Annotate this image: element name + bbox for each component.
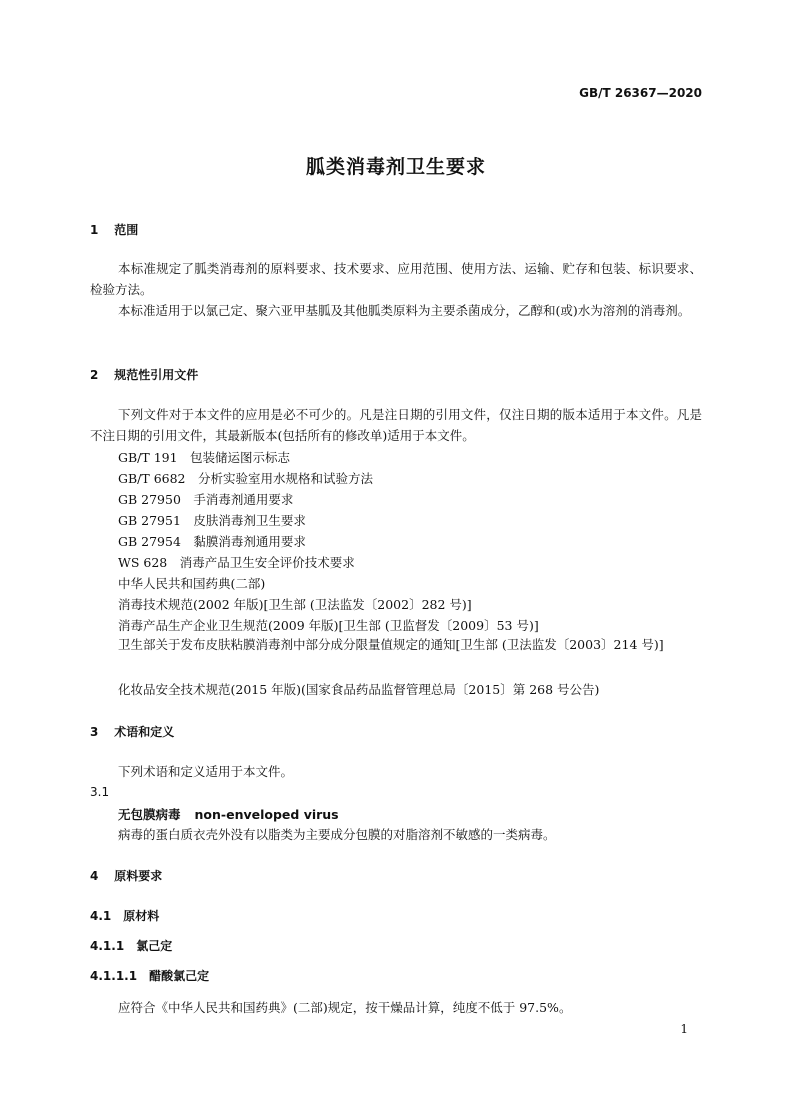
- subsection-number: 4.1.1.1: [90, 969, 138, 983]
- reference-item: GB 27951 皮肤消毒剂卫生要求: [118, 513, 306, 528]
- section-3-heading: [90, 723, 174, 740]
- reference-item: GB 27950 手消毒剂通用要求: [118, 492, 294, 507]
- term-english: non-enveloped virus: [194, 807, 339, 822]
- subsection-title: 原材料: [123, 909, 160, 923]
- standard-number: GB/T 26367—2020: [579, 86, 702, 100]
- reference-item: GB/T 6682 分析实验室用水规格和试验方法: [118, 471, 374, 486]
- subsection-number: 4.1.1: [90, 939, 125, 953]
- terms-intro: 下列术语和定义适用于本文件。: [118, 764, 294, 779]
- references-intro: 下列文件对于本文件的应用是必不可少的。凡是注日期的引用文件，仅注日期的版本适用于本文件。凡是不注日期的引用文件，其最新版本(包括所有的修改单)适用于本文件。: [90, 407, 702, 443]
- reference-item: 卫生部关于发布皮肤粘膜消毒剂中部分成分限量值规定的通知[卫生部 (卫法监发〔2003〕214 号)]: [118, 637, 664, 652]
- subsection-4-1-heading: [90, 907, 159, 924]
- reference-item: GB 27954 黏膜消毒剂通用要求: [118, 534, 306, 549]
- section-title: 原料要求: [114, 869, 163, 883]
- section-title: 规范性引用文件: [114, 368, 199, 382]
- section-title: 范围: [114, 223, 139, 237]
- section-number: 4: [90, 869, 99, 883]
- section-title: 术语和定义: [114, 725, 175, 739]
- scope-paragraph-2: 本标准适用于以氯己定、聚六亚甲基胍及其他胍类原料为主要杀菌成分，乙醇和(或)水为溶剂的消毒剂。: [118, 303, 691, 318]
- raw-material-requirement: 应符合《中华人民共和国药典》(二部)规定，按干燥品计算，纯度不低于 97.5%。: [118, 1000, 572, 1015]
- section-2-heading: [90, 366, 198, 383]
- reference-item: GB/T 191 包装储运图示标志: [118, 450, 291, 465]
- section-number: 1: [90, 223, 99, 237]
- term-number: 3.1: [90, 785, 110, 799]
- reference-item: 消毒技术规范(2002 年版)[卫生部 (卫法监发〔2002〕282 号)]: [118, 597, 472, 612]
- subsection-4-1-1-1-heading: [90, 967, 209, 984]
- section-number: 3: [90, 725, 99, 739]
- term-definition: 病毒的蛋白质衣壳外没有以脂类为主要成分包膜的对脂溶剂不敏感的一类病毒。: [118, 827, 556, 842]
- section-1-heading: [90, 221, 138, 238]
- page-number: 1: [680, 1022, 688, 1036]
- subsection-title: 氯己定: [136, 939, 173, 953]
- subsection-4-1-1-heading: [90, 937, 172, 954]
- document-title: 胍类消毒剂卫生要求: [305, 156, 486, 178]
- reference-item: 化妆品安全技术规范(2015 年版)(国家食品药品监督管理总局〔2015〕第 268 号公告): [118, 682, 600, 697]
- reference-item: 中华人民共和国药典(二部): [118, 576, 266, 591]
- term-heading: [118, 805, 339, 823]
- term-chinese: 无包膜病毒: [118, 807, 181, 822]
- section-4-heading: [90, 867, 162, 884]
- reference-item: 消毒产品生产企业卫生规范(2009 年版)[卫生部 (卫监督发〔2009〕53 号)]: [118, 618, 539, 633]
- subsection-number: 4.1: [90, 909, 112, 923]
- scope-paragraph-1: 本标准规定了胍类消毒剂的原料要求、技术要求、应用范围、使用方法、运输、贮存和包装、标识要求、检验方法。: [90, 261, 702, 297]
- reference-item: WS 628 消毒产品卫生安全评价技术要求: [118, 555, 355, 570]
- subsection-title: 醋酸氯己定: [149, 969, 210, 983]
- section-number: 2: [90, 368, 99, 382]
